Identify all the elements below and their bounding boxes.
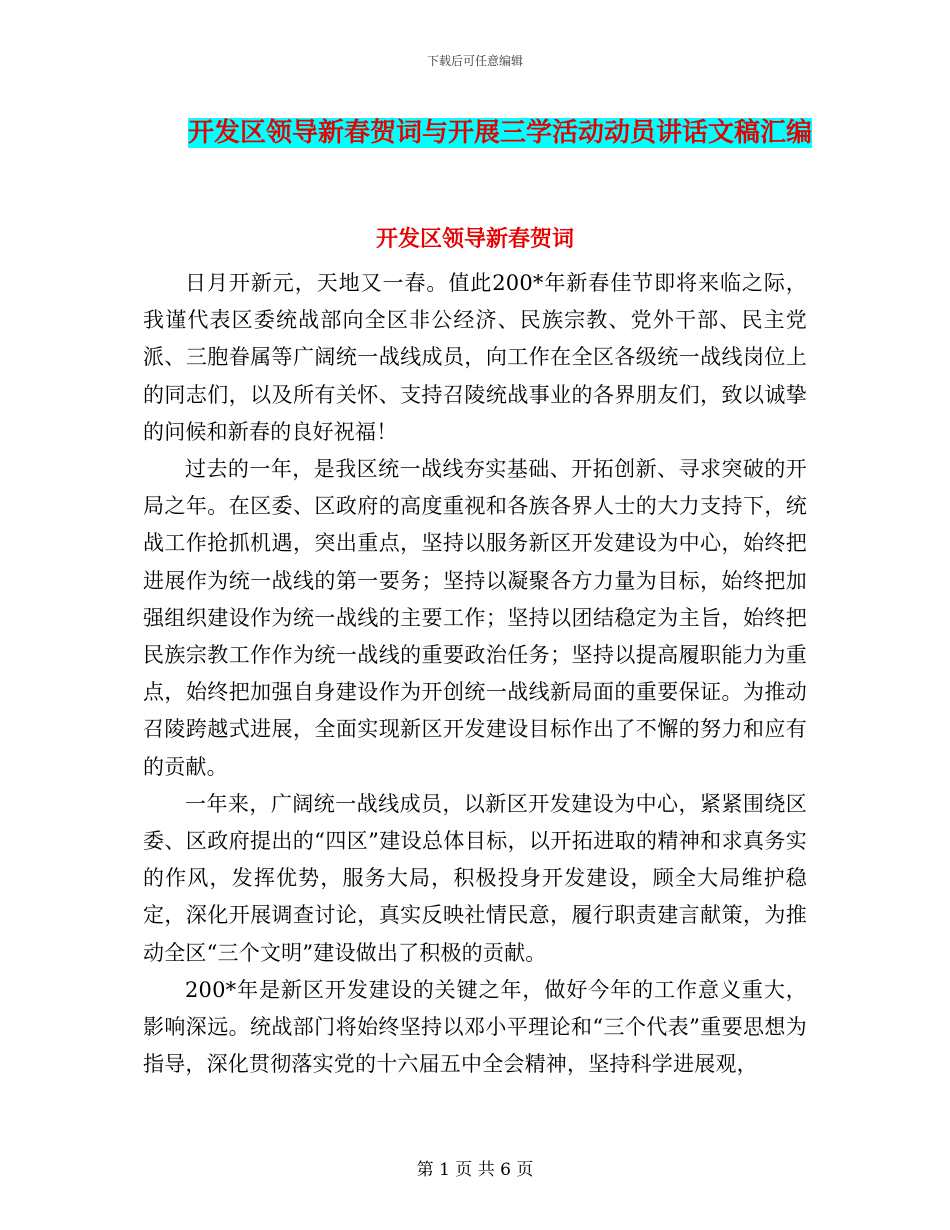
document-body	[143, 265, 807, 1083]
document-title	[180, 110, 820, 157]
paragraph: 200*年是新区开发建设的关键之年，做好今年的工作意义重大，影响深远。统战部门将始终坚持以邓小平理论和“三个代表”重要思想为指导，深化贯彻落实党的十六届五中全会精神，坚持科学进展观，	[143, 977, 807, 1077]
paragraph: 一年来，广阔统一战线成员，以新区开发建设为中心，紧紧围绕区委、区政府提出的“四区”建设总体目标，以开拓进取的精神和求真务实的作风，发挥优势，服务大局，积极投身开发建设，顾全大局维护稳定，深化开展调查讨论，真实反映社情民意，履行职责建言献策，为推动全区“三个文明”建设做出了积极的贡献。	[143, 791, 807, 965]
paragraph: 日月开新元，天地又一春。值此200*年新春佳节即将来临之际，我谨代表区委统战部向全区非公经济、民族宗教、党外干部、民主党派、三胞眷属等广阔统一战线成员，向工作在全区各级统一战线岗位上的同志们，以及所有关怀、支持召陵统战事业的各界朋友们，致以诚挚的问候和新春的良好祝福！	[143, 271, 807, 444]
document-title-text: 开发区领导新春贺词与开展三学活动动员讲话文稿汇编	[187, 118, 812, 148]
paragraph: 过去的一年，是我区统一战线夯实基础、开拓创新、寻求突破的开局之年。在区委、区政府的高度重视和各族各界人士的大力支持下，统战工作抢抓机遇，突出重点，坚持以服务新区开发建设为中心，始终把进展作为统一战线的第一要务；坚持以凝聚各方力量为目标，始终把加强组织建设作为统一战线的主要工作；坚持以团结稳定为主旨，始终把民族宗教工作作为统一战线的重要政治任务；坚持以提高履职能力为重点，始终把加强自身建设作为开创统一战线新局面的重要保证。为推动召陵跨越式进展，全面实现新区开发建设目标作出了不懈的努力和应有的贡献。	[143, 457, 807, 779]
page-header: 下载后可任意编辑	[426, 54, 523, 68]
section-title: 开发区领导新春贺词	[375, 227, 574, 252]
page-footer: 第 1 页 共 6 页	[416, 1160, 534, 1180]
